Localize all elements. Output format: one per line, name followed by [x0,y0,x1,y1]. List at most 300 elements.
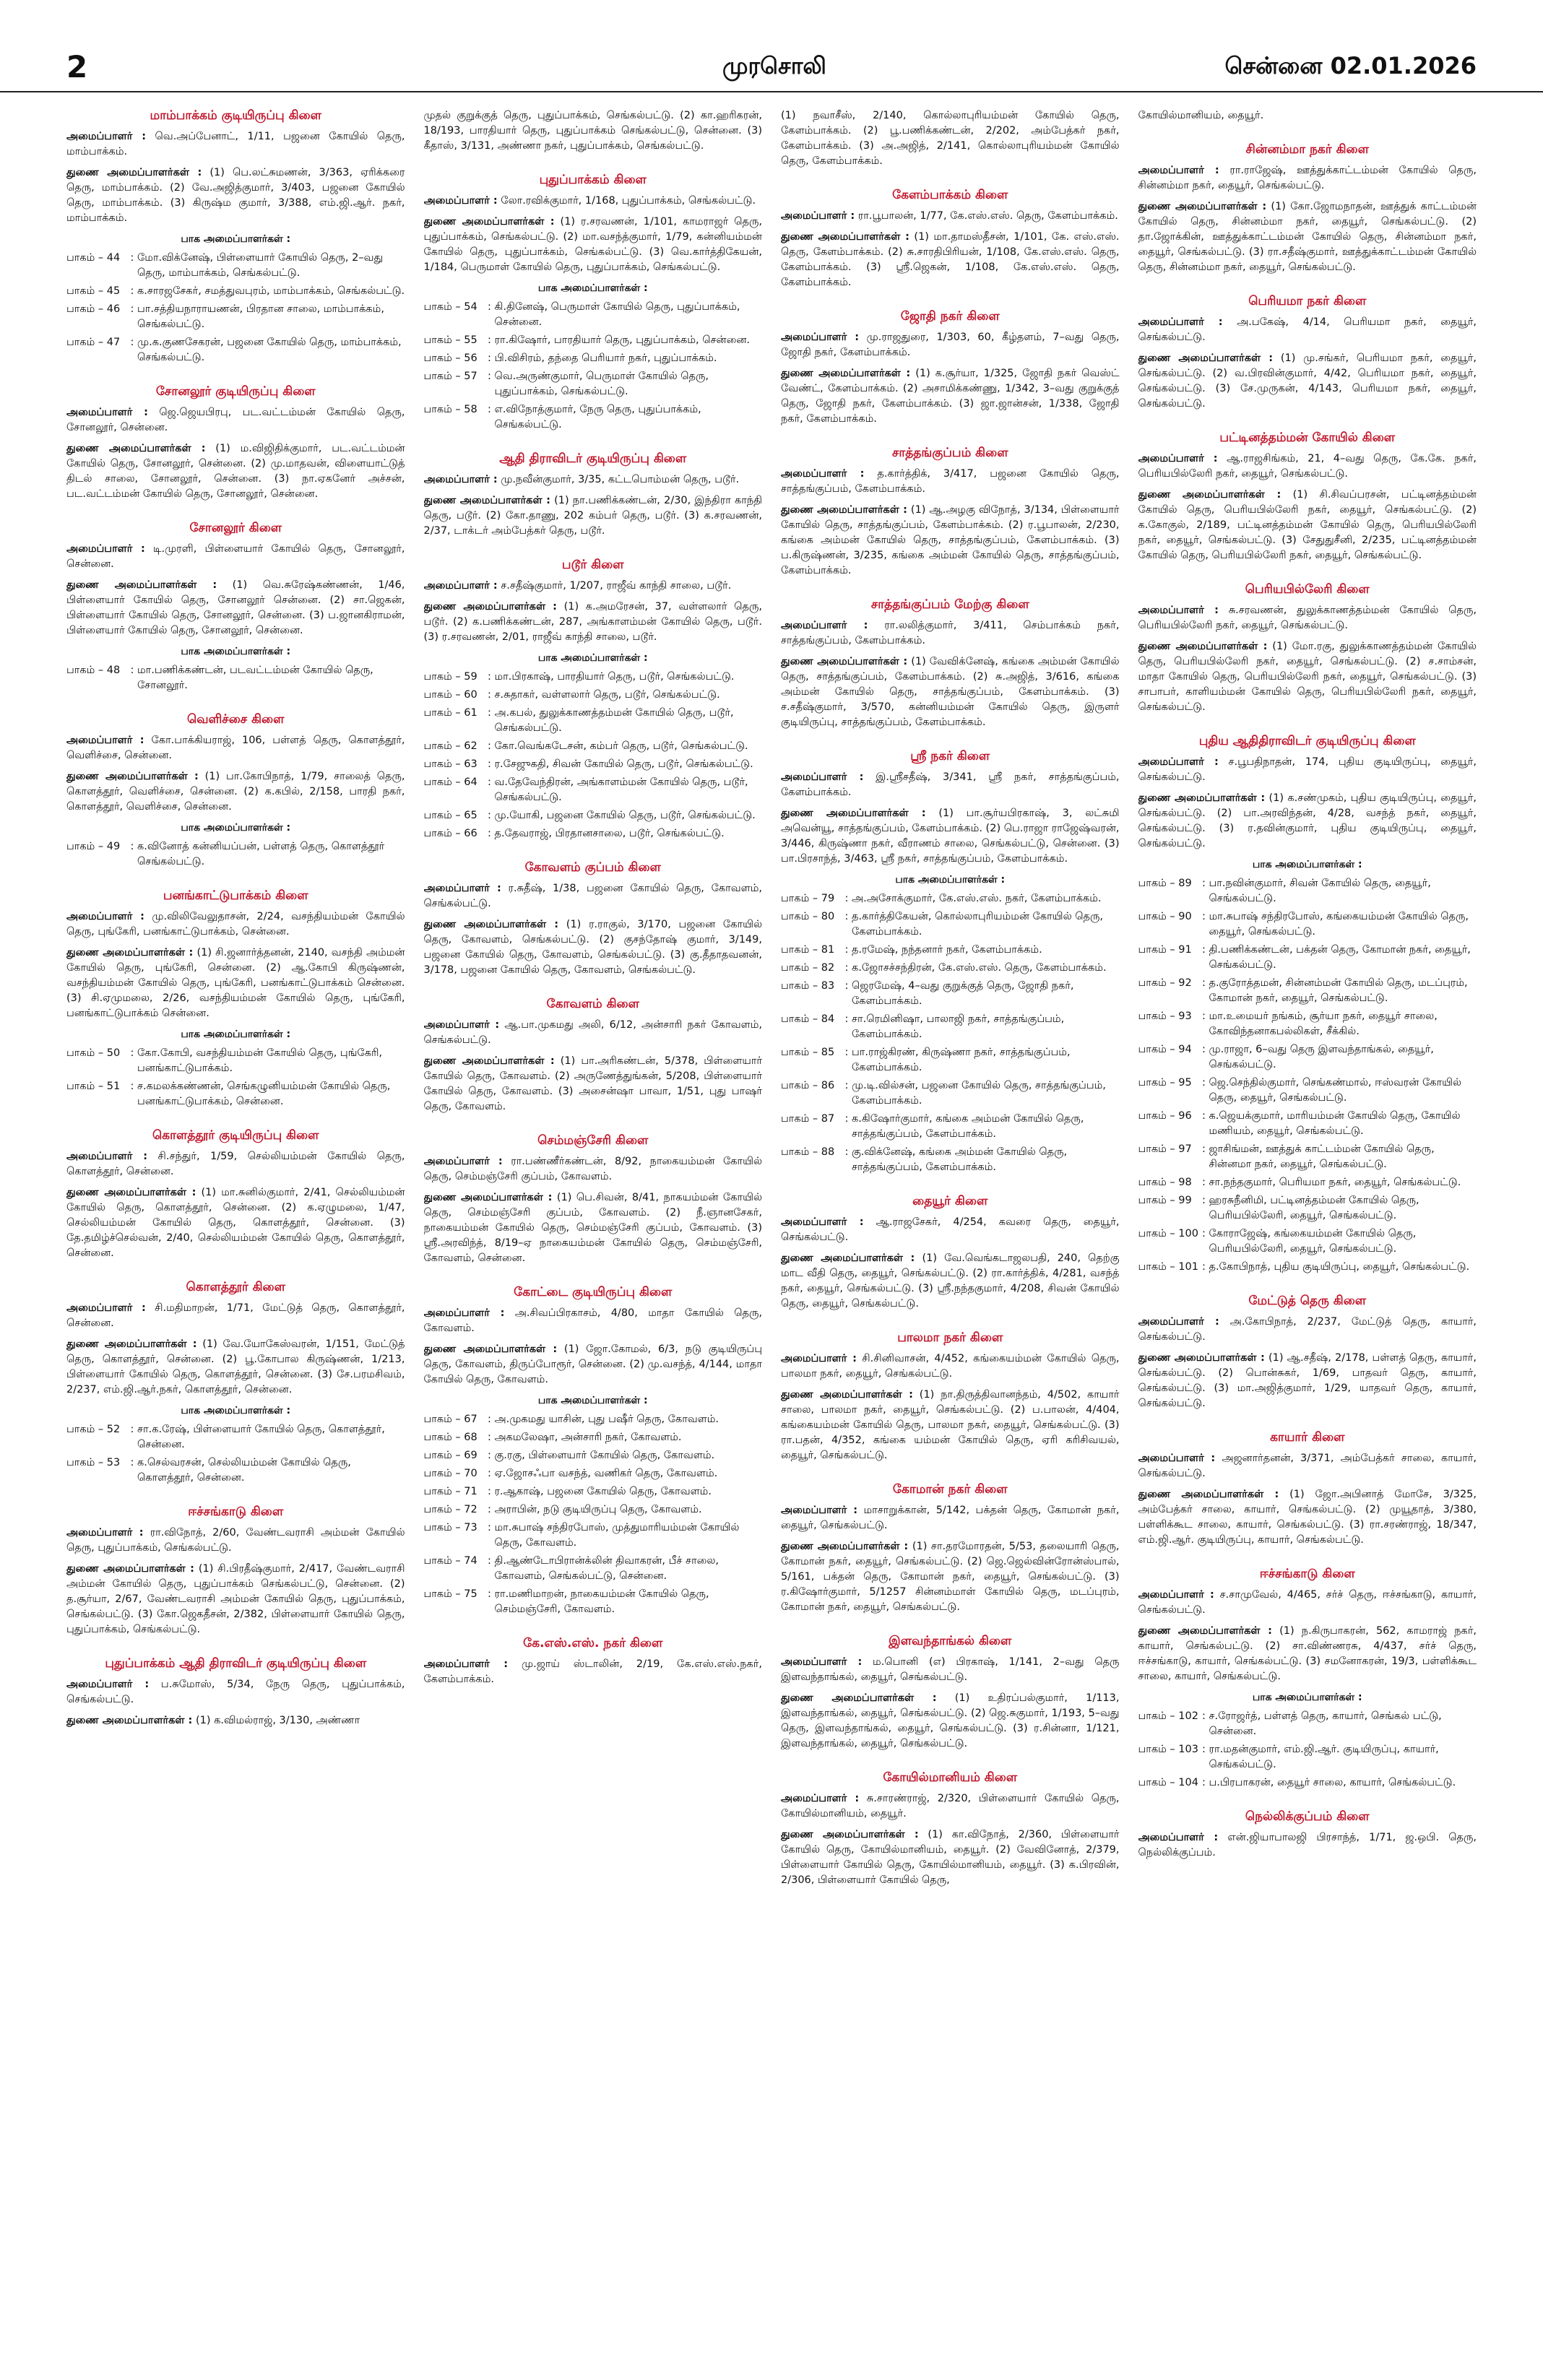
booth-number: பாகம் – 71 [423,1486,477,1497]
secretary-label: அமைப்பாளர் : [66,131,147,142]
booth-separator: : [488,404,491,415]
branch-title: சின்னம்மா நகர் கிளை [1245,142,1369,157]
booth-heading: பாக அமைப்பாளர்கள் : [181,233,291,245]
branch-title: பனங்காட்டுபாக்கம் கிளை [163,888,308,903]
secretary-label: அமைப்பாளர் : [781,771,864,783]
booth-row [424,1484,763,1500]
booth-number: பாகம் – 104 [1138,1777,1198,1788]
booth-separator: : [1202,1177,1206,1188]
secretary-text: வெ.அப்பேனாட், 1/11, பஜனை கோயில் தெரு, மாம்பாக்கம். [66,131,405,157]
booth-row [781,943,1120,958]
booth-text: கு.ரகு, பிள்ளையார் கோயில் தெரு, கோவளம். [494,1450,715,1461]
booth-heading: பாக அமைப்பாளர்கள் : [537,282,648,294]
booth-text: ஏ.ஜோசஃபா வசந்த், வணிகர் தெரு, கோவளம். [494,1468,718,1479]
booth-number: பாகம் – 74 [423,1555,477,1567]
deputies-text: (1) பா.அரிகண்டன், 5/378, பிள்ளையார் கோயில் தெரு, கோவளம். (2) அருணேத்துங்கன், 5/208, பிள்ளையார் கோயில் தெரு, கோவளம். (3) அசைன்ஷா பாவா, 1/51, புது பாஷர் தெரு, கோவளம். [423,1055,762,1112]
column-2 [424,108,763,2366]
branch-secretary [66,909,405,940]
secretary-label: அமைப்பாளர் : [781,620,868,631]
deputies-text: (1) க.அமரேசன், 37, வள்ளலார் தெரு, படூர். (2) க.பணிக்கண்டன், 287, அங்காளம்மன் கோயில் தெரு, படூர். (3) ர.சரவணன், 2/01, ராஜீவ் காந்தி சாலை, படூர். [423,601,762,643]
booth-number: பாகம் – 100 [1138,1228,1198,1239]
branch-section [781,309,1120,427]
secretary-text: ரா.லலித்குமார், 3/411, செம்பாக்கம் நகர், சாத்தங்குப்பம், கேளம்பாக்கம். [781,620,1120,646]
branch-secretary [424,579,763,594]
branch-secretary [66,542,405,572]
branch-deputies [781,806,1120,867]
booth-separator: : [1202,944,1206,956]
deputies-text: (1) நா.பணிக்கண்டன், 2/30, இந்திரா காந்தி தெரு, படூர். (2) கோ.தாணு, 202 கம்பர் தெரு, படூர். (3) க.சரவணன், 2/37, டாக்டர் அம்பேத்கர் தெரு, படூர். [423,495,762,537]
secretary-text: ரா.பண்ணீர்கண்டன், 8/92, நாகையம்மன் கோயில் தெரு, செம்மஞ்சேரி குப்பம், கோவளம். [423,1156,762,1182]
booth-text: மா.உமையர் நங்கம், சூர்யா நகர், தையூர் சாலை, கோவிந்தனாகபல்லிகள், சீக்கில். [1209,1011,1438,1037]
secretary-text: ச.பூபதிநாதன், 174, புதிய குடியிருப்பு, தையூர், செங்கல்பட்டு. [1138,756,1477,783]
booth-number: பாகம் – 46 [66,303,121,315]
booth-separator: : [844,944,849,956]
secretary-label: அமைப்பாளர் : [66,1679,150,1690]
booth-text: கு.விக்னேஷ், கங்கை அம்மன் கோயில் தெரு, சாத்தங்குப்பம், கேளம்பாக்கம். [852,1146,1068,1173]
deputies-label: துணை அமைப்பாளர்கள் : [1138,641,1268,652]
secretary-label: அமைப்பாளர் : [423,1307,505,1319]
branch-deputies [781,1251,1120,1312]
booth-separator: : [844,962,849,974]
booth-text: ஜாசிங்மன், ஊத்துக் காட்டம்மன் கோயில் தெரு, சின்னமா நகர், தையூர், செங்கல்பட்டு. [1209,1143,1435,1170]
branch-title: ஈச்சங்காடு கிளை [1259,1567,1355,1581]
booth-row [424,688,763,703]
deputies-text: (1) கா.விநோத், 2/360, பிள்ளையார் கோயில் தெரு, கோயில்மானியம், தையூர். (2) வேவினோத், 2/379, பிள்ளையார் கோயில் தெரு, கோயில்மானியம், தையூர். (3) க.பிரவின், 2/306, பிள்ளையார் கோயில் தெரு, [781,1829,1120,1886]
branch-deputies [424,600,763,645]
deputies-label: துணை அமைப்பாளர்கள் : [423,1192,553,1203]
branch-deputies [424,1342,763,1388]
booth-row [424,369,763,399]
booth-row [66,1422,405,1453]
branch-section [1138,582,1477,715]
booth-row [1138,943,1477,973]
branch-deputies [781,1539,1120,1615]
deputies-label: துணை அமைப்பாளர்கள் : [423,919,559,930]
booth-number: பாகம் – 96 [1138,1110,1192,1122]
booth-text: மு.ராஜா, 6–வது தெரு இளவந்தாங்கல், தையூர், செங்கல்பட்டு. [1209,1044,1434,1070]
branch-title: கோட்டை குடியிருப்பு கிளை [514,1285,673,1299]
secretary-text: மாசாறுக்கான், 5/142, பக்தன் தெரு, கோமான் நகர், தையூர், செங்கல்பட்டு. [781,1505,1120,1531]
booth-separator: : [1202,1195,1206,1206]
booth-text: த.தேவராஜ், பிரதானசாலை, படூர், செங்கல்பட்டு. [494,828,725,839]
secretary-label: அமைப்பாளர் : [66,407,148,418]
secretary-label: அமைப்பாளர் : [423,883,501,894]
branch-title: மாம்பாக்கம் குடியிருப்பு கிளை [150,108,321,123]
secretary-label: அமைப்பாளர் : [1138,1832,1219,1843]
booth-separator: : [488,1414,491,1425]
booth-number: பாகம் – 51 [66,1081,121,1092]
branch-secretary [66,1526,405,1556]
deputies-label: துணை அமைப்பாளர்கள் : [66,771,199,782]
booth-row [424,1520,763,1551]
booth-separator: : [488,1522,491,1533]
branch-deputies [66,1337,405,1398]
branch-secretary [781,1503,1120,1533]
secretary-label: அமைப்பாளர் : [781,1793,860,1804]
booth-row [424,1466,763,1481]
deputies-text: (1) சி.ஜனார்த்தனன், 2140, வசந்தி அம்மன் கோயில் தெரு, புங்கேரி, சென்னை. (2) ஆ.கோபி கிருஷ்ணன், வசந்தியம்மன் கோயில் தெரு, புங்கேரி, பனங்காட்டுபாக்கம் சென்னை. (3) சி.ஏமுமலை, 2/26, வசந்தியம்மன் கோயில் தெரு, புங்கேரி, பனங்காட்டுபாக்கம் சென்னை. [66,947,405,1019]
booth-separator: : [488,689,491,701]
secretary-text: சி.சினிவாசன், 4/452, கங்கையம்மன் கோயில் தெரு, பாலமா நகர், தையூர், செங்கல்பட்டு. [781,1353,1120,1380]
booth-number: பாகம் – 65 [423,810,477,821]
booth-row [66,1455,405,1486]
booth-row [1138,1226,1477,1257]
branch-secretary [1138,1451,1477,1481]
branch-title: பெரியமா நகர் கிளை [1248,294,1367,308]
booth-heading: பாக அமைப்பாளர்கள் : [181,1405,291,1416]
deputies-text: (1) வேவிக்னேஷ், கங்கை அம்மன் கோயில் தெரு, சாத்தங்குப்பம், கேளம்பாக்கம். (2) சு.அஜித், 3/616, கங்கை அம்மன் கோயில் தெரு, சாத்தங்குப்பம், கேளம்பாக்கம். (3) ச.சதீஷ்குமார், 3/570, கன்னியம்மன் கோயில் தெரு, இருளர் குடியிருப்பு, சாத்தங்குப்பம், கேளம்பாக்கம். [781,656,1120,728]
branch-deputies [781,503,1120,579]
booth-number: பாகம் – 60 [423,689,477,701]
booth-number: பாகம் – 72 [423,1504,477,1515]
secretary-text: அ.சிவப்பிரகாசம், 4/80, மாதா கோயில் தெரு, கோவளம். [423,1307,762,1334]
booth-text: பா.ராஜ்கிரண், கிருஷ்ணா நகர், சாத்தங்குப்பம், கேளம்பாக்கம். [852,1047,1071,1073]
secretary-label: அமைப்பாளர் : [781,1656,863,1668]
branch-title: படூர் கிளை [561,558,624,572]
branch-deputies [1138,1624,1477,1684]
deputies-label: துணை அமைப்பாளர்கள் : [1138,352,1274,364]
booth-number: பாகம் – 68 [423,1432,477,1443]
booth-text: ரா.மதன்குமார், எம்.ஜி.ஆர். குடியிருப்பு, காயார், செங்கல்பட்டு. [1209,1744,1439,1770]
deputies-text: (1) சி.பிரதீஷ்குமார், 2/417, வேண்டவராசி அம்மன் கோயில் தெரு, புதுப்பாக்கம் செங்கல்பட்டு, சென்னை. (2) த.சூர்யா, 2/67, வேண்டவராசி அம்மன் கோயில் தெரு, புதுப்பாக்கம், செங்கல்பட்டு. (3) கோ.ஜெகதீசன், 2/382, பிள்ளையார் கோயில் தெரு, புதுப்பாக்கம், செங்கல்பட்டு. [66,1563,405,1635]
secretary-text: டி.முரளி, பிள்ளையார் கோயில் தெரு, சோனலூர், சென்னை. [66,543,405,570]
deputies-label: துணை அமைப்பாளர்கள் : [781,1389,913,1401]
branch-section [424,1636,763,1687]
branch-section [424,173,763,433]
deputies-text: (1) ம.விஜிதிக்குமார், பட.வட்டம்மன் கோயில் தெரு, சோனலூர், சென்னை. (2) மு.மாதவன், விளையாட்டுத் திடல் சாலை, சோனலூர், சென்னை. (3) நா.ஏகனேர் அச்சன், பட.வட்டம்மன் கோயில் தெரு, சோனலூர், சென்னை. [66,443,405,500]
deputies-text: (1) ஜோ.கோமல், 6/3, நடு குடியிருப்பு தெரு, கோவளம், திருப்போரூர், சென்னை. (2) மு.வசந்த், 4/144, மாதா கோயில் தெரு, கோவளம். [423,1343,762,1385]
booth-row [781,1112,1120,1142]
branch-title: கோயில்மானியம் கிளை [883,1770,1018,1785]
branch-secretary [781,209,1120,224]
booth-row [781,1145,1120,1175]
branch-secretary [1138,603,1477,633]
deputies-label: துணை அமைப்பாளர்கள் : [423,216,555,228]
deputies-label: துணை அமைப்பாளர்கள் : [781,656,908,667]
secretary-label: அமைப்பாளர் : [1138,453,1218,464]
secretary-text: மு.ஜாய் ஸ்டாலின், 2/19, கே.எஸ்.எஸ்.நகர், கேளம்பாக்கம். [423,1658,762,1685]
booth-text: மு.யோகி, பஜனை கோயில் தெரு, படூர், செங்கல்பட்டு. [494,810,756,821]
secretary-text: மு.நவீன்குமார், 3/35, கட்டபொம்மன் தெரு, படூர். [501,474,740,485]
booth-text: அ.முகமது யாசின், புது பஷீர் தெரு, கோவளம். [494,1414,719,1425]
booth-row [424,1412,763,1427]
column-3 [781,108,1120,2366]
booth-row [424,757,763,772]
branch-secretary [66,1149,405,1180]
secretary-label: அமைப்பாளர் : [781,1505,858,1516]
deputies-text: முதல் குறுக்குத் தெரு, புதுப்பாக்கம், செங்கல்பட்டு. (2) கா.ஹரிகரன், 18/193, பாரதியார் தெரு, புதுப்பாக்கம் செங்கல்பட்டு, சென்னை. (3) கீதாஸ், 3/131, அண்ணா நகர், புதுப்பாக்கம், செங்கல்பட்டு. [423,110,762,152]
booth-number: பாகம் – 63 [423,758,477,770]
secretary-label: அமைப்பாளர் : [66,911,144,922]
deputies-text: (1) பெ.சிவன், 8/41, நாகயம்மன் கோயில் தெரு, செம்மஞ்சேரி குப்பம், கோவளம். (2) நீ.ஞானசேகர், நாகையம்மன் கோயில் தெரு, செம்மஞ்சேரி குப்பம், கோவளம். (3) ஸ்ரீ.அரவிந்த், 8/19–ஏ நாகையம்மன் கோயில் தெரு, செம்மஞ்சேரி, கோவளம், சென்னை. [423,1192,762,1264]
branch-deputies [781,1827,1120,1888]
branch-deputies [1138,639,1477,715]
branch-section [424,860,763,978]
branch-section [781,1770,1120,1888]
booth-row [424,402,763,433]
branch-section [66,1280,405,1486]
secretary-label: அமைப்பாளர் : [781,1216,864,1228]
booth-number: பாகம் – 90 [1138,911,1192,922]
deputies-label: துணை அமைப்பாளர்கள் : [781,1252,915,1264]
branch-deputies [1138,199,1477,275]
branch-secretary [424,1306,763,1336]
booth-text: க.ஜெயக்குமார், மாரியம்மன் கோயில் தெரு, கோயில் மணியம், தையூர், செங்கல்பட்டு. [1209,1110,1461,1137]
booth-row [1138,1076,1477,1106]
booth-separator: : [844,1113,849,1125]
secretary-text: சு.சாரண்ராஜ், 2/320, பிள்ளையார் கோயில் தெரு, கோயில்மானியம், தையூர். [781,1793,1120,1819]
branch-title: கொளத்தூர் கிளை [186,1280,285,1294]
branch-title: ஜோதி நகர் கிளை [900,309,1000,324]
booth-separator: : [488,810,491,821]
secretary-text: ரா.பூபாலன், 1/77, கே.எஸ்.எஸ். தெரு, கேளம்பாக்கம். [857,210,1118,222]
booth-separator: : [130,1457,134,1468]
deputies-label: துணை அமைப்பாளர்கள் : [66,1715,193,1726]
branch-title: கோமான் நகர் கிளை [892,1482,1008,1497]
booth-number: பாகம் – 87 [781,1113,835,1125]
branch-title: சோனலூர் குடியிருப்பு கிளை [155,384,316,399]
branch-secretary [66,1677,405,1708]
branch-deputies [424,1054,763,1115]
secretary-text: இ.ஸ்ரீசதீஷ், 3/341, ஸ்ரீ நகர், சாத்தங்குப்பம், கேளம்பாக்கம். [781,771,1120,798]
branch-title: செம்மஞ்சேரி கிளை [537,1133,649,1148]
booth-text: மா.பிரகாஷ், பாரதியார் தெரு, படூர், செங்கல்பட்டு. [494,671,735,683]
branch-section [424,558,763,841]
booth-row [424,1587,763,1617]
branch-deputies [66,441,405,502]
deputies-label: துணை அமைப்பாளர்கள் : [781,231,909,243]
booth-separator: : [488,740,491,752]
branch-secretary [781,618,1120,649]
booth-row [1138,1709,1477,1739]
secretary-text: ஆ.ராஜசிங்கம், 21, 4–வது தெரு, கே.கே. நகர், பெரியபில்லேரி நகர், தையூர், செங்கல்பட்டு. [1138,453,1477,480]
booth-separator: : [1202,1110,1206,1122]
branch-secretary [781,1351,1120,1382]
secretary-label: அமைப்பாளர் : [66,735,144,746]
secretary-text: ப.சுமோஸ், 5/34, நேரு தெரு, புதுப்பாக்கம், செங்கல்பட்டு. [66,1679,405,1705]
branch-section [1138,108,1477,124]
branch-deputies [66,1562,405,1637]
branch-section [781,1482,1120,1615]
booth-text: த.ரமேஷ், நந்தனார் நகர், கேளம்பாக்கம். [852,944,1042,956]
booth-heading: பாக அமைப்பாளர்கள் : [181,646,291,657]
secretary-label: அமைப்பாளர் : [781,210,855,222]
deputies-text: (1) க.சூர்யா, 1/325, ஜோதி நகர் வெஸ்ட் வேண்ட், கேளம்பாக்கம். (2) அசாமிக்கண்ணு, 1/342, 3–வது குறுக்குத் தெரு, ஜோதி நகர், கேளம்பாக்கம். (3) ஜா.ஜான்சன், 1/338, ஜோதி நகர், கேளம்பாக்கம். [781,368,1120,425]
branch-deputies [66,945,405,1021]
booth-separator: : [130,1081,134,1092]
branch-secretary [781,330,1120,360]
booth-text: அ.கபல், துலுக்காணத்தம்மன் கோயில் தெரு, படூர், செங்கல்பட்டு. [494,707,734,734]
booth-number: பாகம் – 82 [781,962,835,974]
booth-text: சா.நந்தகுமார், பெரியமா நகர், தையூர், செங்கல்பட்டு. [1209,1177,1461,1188]
booth-separator: : [1202,1261,1206,1273]
booth-number: பாகம் – 56 [423,352,477,364]
deputies-label: துணை அமைப்பாளர்கள் : [1138,1625,1272,1637]
deputies-label: துணை அமைப்பாளர்கள் : [423,1055,555,1067]
booth-text: க.வினோத் கன்னியப்பன், பள்ளத் தெரு, கொளத்தூர் செங்கல்பட்டு. [137,841,385,867]
booth-number: பாகம் – 57 [423,371,477,382]
secretary-text: சு.சரவணன், துலுக்காணத்தம்மன் கோயில் தெரு, பெரியபில்லேரி நகர், தையூர், செங்கல்பட்டு. [1138,605,1477,631]
booth-text: பா.சத்தியநாராயணன், பிரதான சாலை, மாம்பாக்கம், செங்கல்பட்டு. [137,303,384,330]
booth-number: பாகம் – 91 [1138,944,1192,956]
deputies-label: துணை அமைப்பாளர்கள் : [781,1692,937,1704]
secretary-label: அமைப்பாளர் : [1138,1453,1216,1464]
booth-row [424,300,763,330]
branch-deputies [424,493,763,539]
booth-text: வ.தேவேந்திரன், அங்காளம்மன் கோயில் தெரு, படூர், செங்கல்பட்டு. [494,776,748,803]
secretary-text: என்.ஜியாபாலஜி பிரசாந்த், 1/71, ஜ.ஒபி. தெரு, நெல்லிக்குப்பம். [1138,1832,1477,1858]
secretary-label: அமைப்பாளர் : [1138,1589,1214,1601]
secretary-label: அமைப்பாளர் : [423,1156,503,1167]
branch-deputies [1138,1351,1477,1411]
booth-row [66,284,405,299]
booth-number: பாகம் – 83 [781,980,835,992]
booth-number: பாகம் – 55 [423,334,477,346]
deputies-text: (1) மு.சங்கர், பெரியமா நகர், தையூர், செங்கல்பட்டு. (2) வ.பிரவின்குமார், 4/42, பெரியமா நகர், தையூர், செங்கல்பட்டு. (3) சே.முருகன், 4/143, பெரியமா நகர், தையூர், செங்கல்பட்டு. [1138,352,1477,410]
deputies-text: (1) வெ.சுரேஷ்கண்ணன், 1/46, பிள்ளையார் கோயில் தெரு, சோனலூர் சென்னை. (2) சா.ஜெகன், பிள்ளையார் கோயில் தெரு, சோனலூர், சென்னை. (3) ப.ஜானகிராமன், பிள்ளையார் கோயில் தெரு, சோனலூர், சென்னை. [66,579,405,636]
booth-text: சா.க.ரேஷ், பிள்ளையார் கோயில் தெரு, கொளத்தூர், சென்னை. [137,1424,385,1450]
booth-separator: : [488,371,491,382]
booth-row [1138,909,1477,940]
branch-title: மேட்டுத் தெரு கிளை [1248,1294,1367,1308]
branch-secretary [424,472,763,488]
booth-number: பாகம் – 95 [1138,1077,1192,1089]
booth-separator: : [844,893,849,904]
branch-section [424,997,763,1115]
booth-text: ரா.கிஷோர், பாரதியார் தெரு, புதுப்பாக்கம், சென்னை. [494,334,750,346]
deputies-label: துணை அமைப்பாளர்கள் : [423,601,557,613]
booth-row [66,335,405,365]
booth-separator: : [488,1555,491,1567]
secretary-label: அமைப்பாளர் : [781,1353,857,1364]
booth-text: க.செல்வரசன், செல்லியம்மன் கோயில் தெரு, கொளத்தூர், சென்னை. [137,1457,351,1484]
booth-separator: : [1202,878,1206,889]
branch-title: கோவளம் கிளை [546,997,639,1011]
booth-row [424,706,763,736]
branch-deputies [781,108,1120,169]
booth-row [1138,1775,1477,1791]
booth-number: பாகம் – 67 [423,1414,477,1425]
deputies-label: துணை அமைப்பாளர்கள் : [66,443,206,454]
branch-deputies [781,366,1120,427]
branch-section [424,1133,763,1266]
booth-row [781,979,1120,1009]
branch-section [781,188,1120,290]
booth-text: ர.ஆகாஷ், பஜனை கோயில் தெரு, கோவளம். [494,1486,712,1497]
booth-row [424,1448,763,1463]
booth-number: பாகம் – 80 [781,911,835,922]
booth-text: எ.விநோத்குமார், நேரு தெரு, புதுப்பாக்கம், செங்கல்பட்டு. [494,404,701,430]
branch-section [66,1505,405,1637]
booth-separator: : [1202,1044,1206,1055]
newspaper-name: முரசொலி [722,52,826,79]
booth-text: ஜெ.செந்தில்குமார், செங்கண்மால், ஈஸ்வரன் கோயில் தெரு, தையூர், செங்கல்பட்டு. [1209,1077,1462,1104]
branch-section [66,712,405,870]
branch-secretary [424,881,763,912]
branch-deputies [66,578,405,639]
branch-section [66,521,405,693]
booth-number: பாகம் – 81 [781,944,835,956]
deputies-label: துணை அமைப்பாளர்கள் : [66,947,194,959]
booth-separator: : [488,758,491,770]
deputies-text: (1) வே.வெங்கடாஜலபதி, 240, தெற்கு மாட வீதி தெரு, தையூர், செங்கல்பட்டு. (2) ரா.கார்த்திக், 4/281, வசந்த் நகர், தையூர், செங்கல்பட்டு. (3) ஸ்ரீ.நந்தகுமார், 4/208, சிவன் கோயில் தெரு, தையூர், செங்கல்பட்டு. [781,1252,1120,1310]
branch-deputies [66,769,405,815]
deputies-label: துணை அமைப்பாளர்கள் : [781,1541,909,1552]
booth-separator: : [130,841,134,852]
booth-text: த.கார்த்திகேயன், கொல்லாபுரியம்மன் கோயில் தெரு, கேளம்பாக்கம். [852,911,1103,938]
booth-text: ச.கமலக்கண்ணன், செங்கழுனியம்மன் கோயில் தெரு, பனங்காட்டுபாக்கம், சென்னை. [137,1081,391,1107]
booth-text: ப.பிரபாகரன், தையூர் சாலை, காயார், செங்கல்பட்டு. [1209,1777,1456,1788]
deputies-text: (1) ர.சரவணன், 1/101, காமராஜர் தெரு, புதுப்பாக்கம், செங்கல்பட்டு. (2) மா.வசந்த்குமார், 1/79, கன்னியம்மன் கோயில் தெரு, புதுப்பாக்கம், செங்கல்பட்டு. (3) வெ.கார்த்திகேயன், 1/184, பெருமாள் கோயில் தெரு, புதுப்பாக்கம், செங்கல்பட்டு. [423,216,762,273]
booth-separator: : [1202,977,1206,989]
booth-separator: : [1202,1228,1206,1239]
secretary-text: ச.சாமுவேல், 4/465, சர்ச் தெரு, ஈச்சங்காடு, காயார், செங்கல்பட்டு. [1138,1589,1477,1616]
booth-row [1138,1175,1477,1190]
booth-separator: : [130,285,134,297]
booth-text: அராபின், நடு குடியிருப்பு தெரு, கோவளம். [494,1504,702,1515]
branch-secretary [424,1657,763,1687]
deputies-label: துணை அமைப்பாளர்கள் : [781,368,911,379]
branch-deputies [424,917,763,978]
branch-section [781,749,1120,1175]
branch-section [1138,734,1477,1275]
branch-title: புதுப்பாக்கம் கிளை [539,173,647,187]
branch-title: கொளத்தூர் குடியிருப்பு கிளை [152,1128,319,1143]
branch-deputies [781,230,1120,290]
branch-deputies [1138,488,1477,563]
branch-section [1138,1294,1477,1411]
booth-separator: : [1202,1143,1206,1155]
booth-row [781,891,1120,906]
deputies-text: (1) நா.திருத்திவானந்தம், 4/502, காயார் சாலை, பாலமா நகர், தையூர், செங்கல்பட்டு. (2) ப.பாலன், 4/404, கங்கையம்மன் கோயில் தெரு, பாலமா நகர், தையூர், செங்கல்பட்டு. (3) ரா.பதன், 4/352, கங்கை யம்மன் கோயில் தெரு, ஏரி கரிசிவயல், தையூர், செங்கல்பட்டு. [781,1389,1120,1461]
branch-section [424,108,763,154]
booth-text: ச.ரோஜர்த், பள்ளத் தெரு, காயார், செங்கல் பட்டு, சென்னை. [1209,1710,1442,1737]
booth-separator: : [488,776,491,788]
deputies-text: (1) பெ.லட்சுமணன், 3/363, ஏரிக்கரை தெரு, மாம்பாக்கம். (2) வே.அஜித்குமார், 3/403, பஜனை கோயில் தெரு, மாம்பாக்கம். (3) கிருஷ்ம குமார், 3/388, எம்.ஜி.ஆர். நகர், மாம்பாக்கம். [66,167,405,224]
branch-deputies [66,165,405,226]
booth-row [1138,1193,1477,1224]
booth-text: அ.அசோக்குமார், கே.எஸ்.எஸ். நகர், கேளம்பாக்கம். [852,893,1102,904]
booth-separator: : [488,1486,491,1497]
branch-secretary [66,1301,405,1331]
booth-heading: பாக அமைப்பாளர்கள் : [181,1029,291,1040]
branch-title: சோனலூர் கிளை [189,521,282,535]
branch-secretary [66,733,405,763]
secretary-label: அமைப்பாளர் : [1138,756,1219,768]
booth-separator: : [488,1450,491,1461]
booth-separator: : [844,1080,849,1091]
booth-number: பாகம் – 85 [781,1047,835,1058]
booth-separator: : [1202,1744,1206,1755]
branch-secretary [1138,1315,1477,1345]
booth-number: பாகம் – 99 [1138,1195,1192,1206]
booth-separator: : [844,911,849,922]
branch-secretary [1138,315,1477,345]
booth-row [66,1046,405,1076]
booth-separator: : [1202,1011,1206,1022]
secretary-text: ரா.விநோத், 2/60, வேண்டவராசி அம்மன் கோயில் தெரு, புதுப்பாக்கம், செங்கல்பட்டு. [66,1527,405,1554]
booth-text: வெ.அருண்குமார், பெருமாள் கோயில் தெரு, புதுப்பாக்கம், செங்கல்பட்டு. [494,371,709,397]
booth-row [424,333,763,348]
booth-number: பாகம் – 44 [66,252,121,264]
branch-secretary [781,1215,1120,1245]
booth-row [424,351,763,366]
branch-title: ஆதி திராவிடர் குடியிருப்பு கிளை [499,451,687,466]
booth-number: பாகம் – 101 [1138,1261,1198,1273]
deputies-label: துணை அமைப்பாளர்கள் : [66,579,217,591]
secretary-label: அமைப்பாளர் : [423,580,498,592]
deputies-label: துணை அமைப்பாளர்கள் : [1138,1352,1265,1364]
